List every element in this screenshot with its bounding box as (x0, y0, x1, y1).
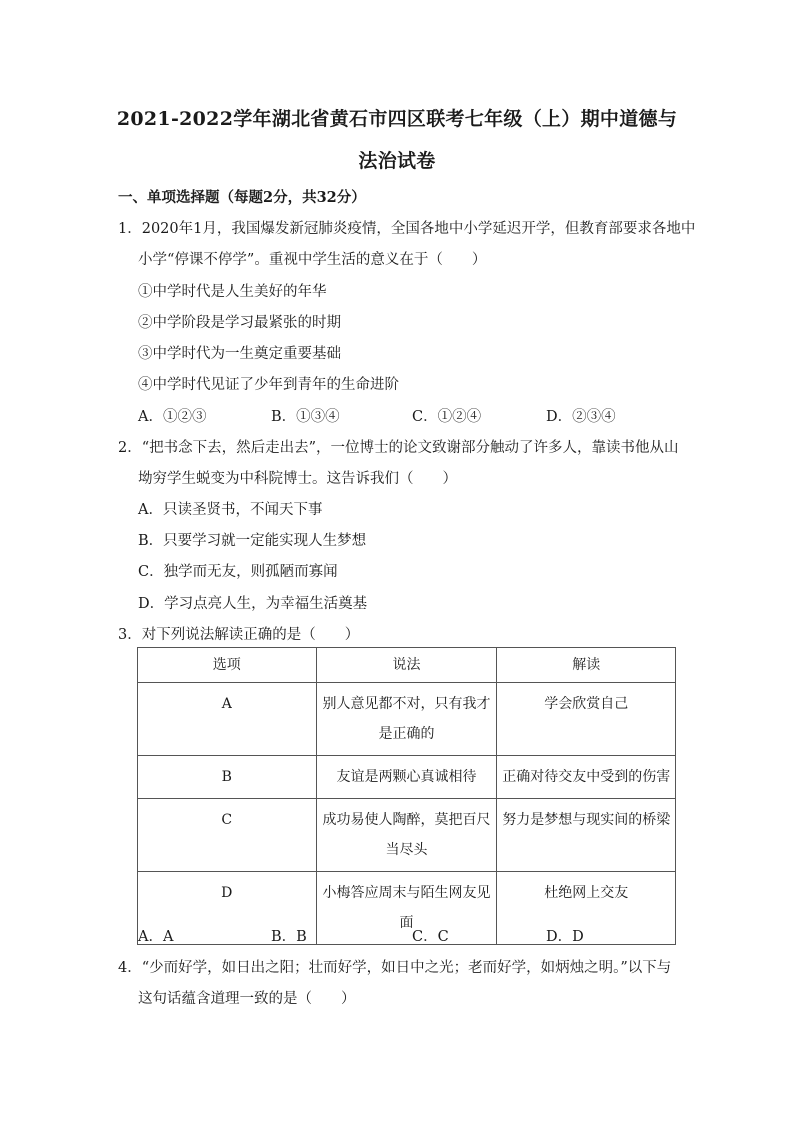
question-4-line-1: 4．“少而好学，如日出之阳；壮而好学，如日中之光；老而好学，如炳烛之明。”以下与 (118, 960, 672, 976)
question-1-statement-1: ①中学时代是人生美好的年华 (138, 284, 327, 300)
table-row (138, 872, 676, 945)
question-1-statement-4: ④中学时代见证了少年到青年的生命进阶 (138, 377, 399, 393)
question-1-statement-3: ③中学时代为一生奠定重要基础 (138, 346, 341, 362)
question-2-option-c: C．独学而无友，则孤陋而寡闻 (138, 564, 338, 580)
table-header-cell: 选项 (138, 648, 317, 683)
table-cell: 成功易使人陶醉，莫把百尺当尽头 (316, 799, 497, 872)
exam-title-line2: 法治试卷 (358, 150, 436, 172)
question-2-line-1: 2．“把书念下去，然后走出去”，一位博士的论文致谢部分触动了许多人，靠读书他从山 (118, 440, 679, 456)
exam-title-line1: 2021-2022学年湖北省黄石市四区联考七年级（上）期中道德与 (116, 108, 678, 130)
table-row (138, 683, 676, 756)
table-cell: A (138, 683, 317, 756)
question-1-line-2: 小学“停课不停学”。重视中学生活的意义在于（ ） (138, 252, 487, 268)
question-2-option-d: D．学习点亮人生，为幸福生活奠基 (138, 596, 368, 612)
question-3-option-b: B．B (271, 929, 307, 945)
table-header-cell: 解读 (497, 648, 676, 683)
table-cell: 努力是梦想与现实间的桥梁 (497, 799, 676, 872)
table-cell: B (138, 756, 317, 799)
question-4-line-2: 这句话蕴含道理一致的是（ ） (138, 991, 356, 1007)
question-3-table (137, 647, 676, 945)
question-1-option-d: D．②③④ (546, 409, 616, 425)
table-cell: 友谊是两颗心真诚相待 (316, 756, 497, 799)
table-cell: 小梅答应周末与陌生网友见面 (316, 872, 497, 945)
question-3-option-a: A．A (138, 929, 174, 945)
question-2-line-2: 坳穷学生蜕变为中科院博士。这告诉我们（ ） (138, 471, 457, 487)
table-row (138, 756, 676, 799)
question-3-line-1: 3．对下列说法解读正确的是（ ） (118, 627, 360, 643)
question-3-option-d: D．D (546, 929, 584, 945)
question-1-option-c: C．①②④ (412, 409, 482, 425)
question-1-option-a: A．①②③ (138, 409, 207, 425)
table-cell: D (138, 872, 317, 945)
question-3-option-c: C．C (412, 929, 449, 945)
table-header-row (138, 648, 676, 683)
question-1-line-1: 1．2020年1月，我国爆发新冠肺炎疫情，全国各地中小学延迟开学，但教育部要求各地中 (118, 221, 696, 237)
table-cell: C (138, 799, 317, 872)
question-1-statement-2: ②中学阶段是学习最紧张的时期 (138, 315, 341, 331)
table-cell: 学会欣赏自己 (497, 683, 676, 756)
table-header-cell: 说法 (316, 648, 497, 683)
table-cell: 杜绝网上交友 (497, 872, 676, 945)
question-2-option-a: A．只读圣贤书，不闻天下事 (138, 502, 323, 518)
table-row (138, 799, 676, 872)
question-1-option-b: B．①③④ (271, 409, 340, 425)
question-2-option-b: B．只要学习就一定能实现人生梦想 (138, 533, 367, 549)
table-cell: 正确对待交友中受到的伤害 (497, 756, 676, 799)
section-heading: 一、单项选择题（每题2分，共32分） (118, 189, 366, 206)
table-cell: 别人意见都不对，只有我才是正确的 (316, 683, 497, 756)
